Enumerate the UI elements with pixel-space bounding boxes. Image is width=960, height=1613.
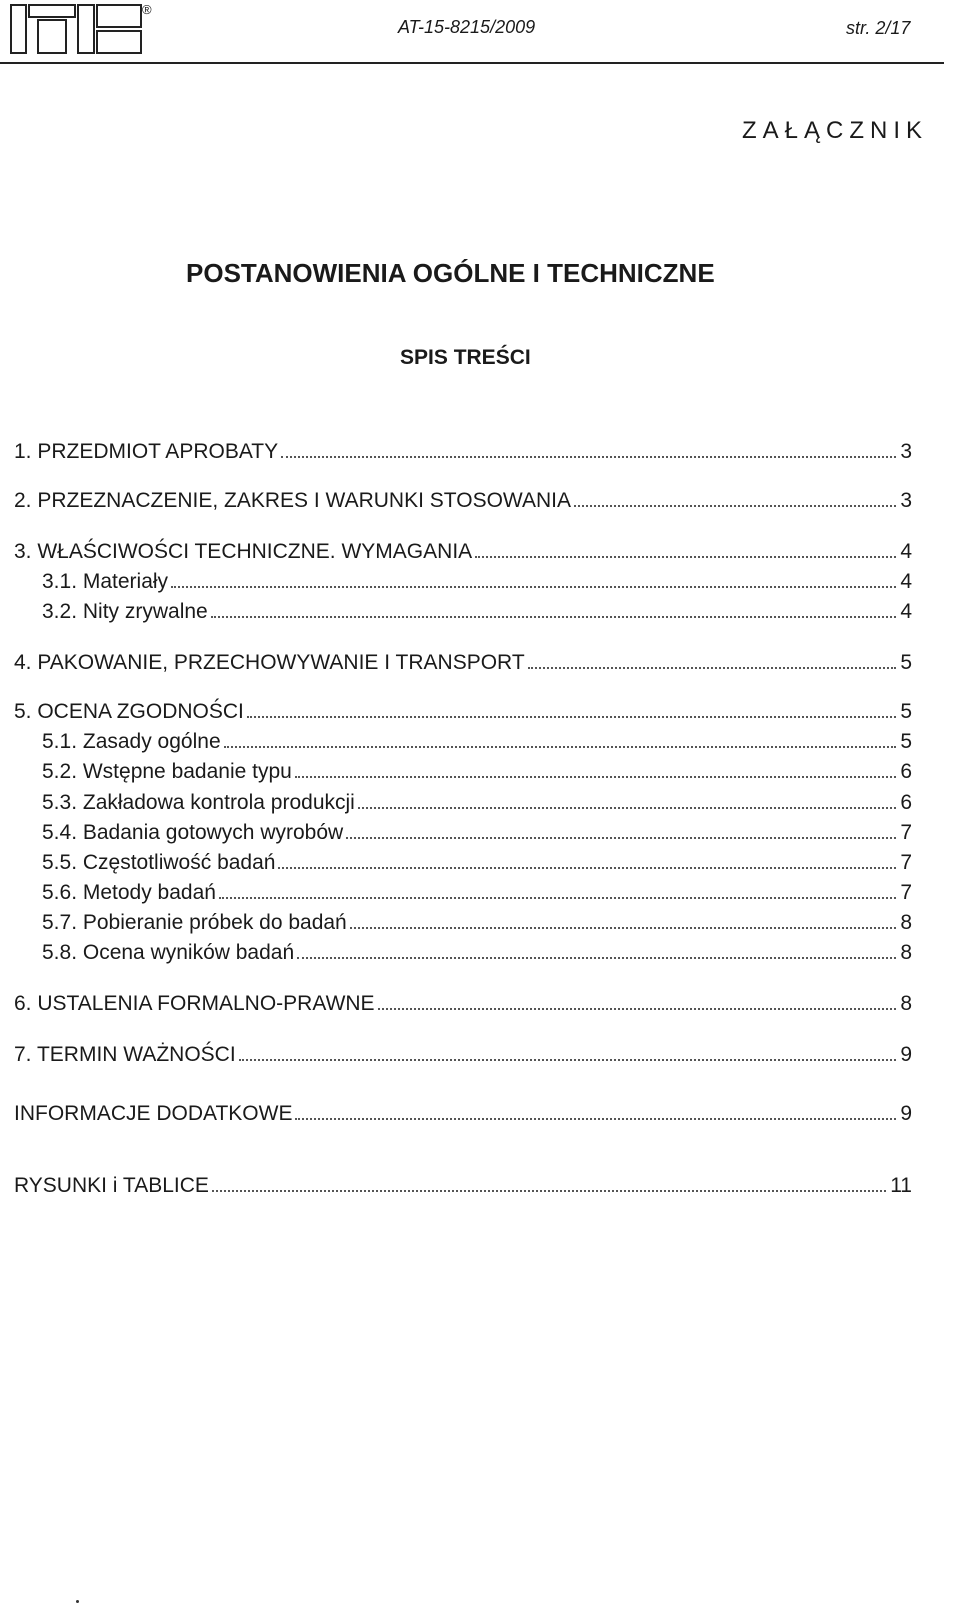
dot-leader bbox=[358, 807, 896, 809]
page-title: POSTANOWIENIA OGÓLNE I TECHNICZNE bbox=[186, 258, 715, 288]
dot-leader bbox=[247, 716, 896, 718]
toc-entry-label: 5. OCENA ZGODNOŚCI bbox=[14, 700, 244, 723]
toc-entry-label: 3.2. Nity zrywalne bbox=[42, 600, 208, 623]
toc-entry-label: 6. USTALENIA FORMALNO-PRAWNE bbox=[14, 992, 375, 1015]
scan-speck bbox=[76, 1600, 79, 1603]
toc-entry bbox=[42, 570, 912, 594]
dot-leader bbox=[475, 556, 896, 558]
dot-leader bbox=[278, 867, 896, 869]
toc-entry-label: 5.1. Zasady ogólne bbox=[42, 730, 221, 753]
toc-entry-page: 5 bbox=[900, 700, 912, 723]
toc-entry bbox=[42, 851, 912, 875]
toc-entry bbox=[14, 440, 912, 464]
toc-entry-label: 7. TERMIN WAŻNOŚCI bbox=[14, 1043, 236, 1066]
toc-entry-page: 3 bbox=[900, 489, 912, 512]
toc-entry-page: 4 bbox=[900, 600, 912, 623]
toc-entry-label: RYSUNKI i TABLICE bbox=[14, 1174, 209, 1197]
toc-entry-label: 5.5. Częstotliwość badań bbox=[42, 851, 276, 874]
dot-leader bbox=[378, 1008, 897, 1010]
toc-entry-page: 7 bbox=[900, 821, 912, 844]
toc-entry-page: 5 bbox=[900, 730, 912, 753]
toc-entry-label: INFORMACJE DODATKOWE bbox=[14, 1102, 293, 1125]
toc-entry bbox=[14, 700, 912, 724]
toc-title: SPIS TREŚCI bbox=[400, 346, 531, 369]
toc-entry bbox=[14, 1043, 912, 1067]
toc-entry-label: 2. PRZEZNACZENIE, ZAKRES I WARUNKI STOSOWANIA bbox=[14, 489, 571, 512]
toc-entry-label: 4. PAKOWANIE, PRZECHOWYWANIE I TRANSPORT bbox=[14, 651, 525, 674]
toc-entry bbox=[42, 881, 912, 905]
dot-leader bbox=[239, 1059, 897, 1061]
toc-entry-page: 9 bbox=[900, 1102, 912, 1125]
dot-leader bbox=[297, 957, 896, 959]
toc-entry-page: 8 bbox=[900, 911, 912, 934]
toc-entry-label: 5.3. Zakładowa kontrola produkcji bbox=[42, 791, 355, 814]
toc-entry-page: 6 bbox=[900, 791, 912, 814]
dot-leader bbox=[171, 586, 896, 588]
toc-entry-page: 4 bbox=[900, 570, 912, 593]
toc-entry-page: 7 bbox=[900, 881, 912, 904]
toc-entry bbox=[14, 1102, 912, 1126]
dot-leader bbox=[295, 1118, 896, 1120]
toc-entry-page: 5 bbox=[900, 651, 912, 674]
toc-entry-label: 5.2. Wstępne badanie typu bbox=[42, 760, 292, 783]
page-number: str. 2/17 bbox=[846, 18, 911, 38]
toc-entry-label: 5.7. Pobieranie próbek do badań bbox=[42, 911, 347, 934]
registered-mark: ® bbox=[142, 2, 152, 17]
toc-entry-page: 7 bbox=[900, 851, 912, 874]
annex-title: ZAŁĄCZNIK bbox=[742, 117, 929, 144]
toc-entry bbox=[42, 600, 912, 624]
dot-leader bbox=[219, 897, 896, 899]
toc-entry bbox=[42, 791, 912, 815]
toc-entry-label: 5.8. Ocena wyników badań bbox=[42, 941, 295, 964]
toc-entry bbox=[14, 651, 912, 675]
document-number: AT-15-8215/2009 bbox=[398, 17, 536, 37]
dot-leader bbox=[350, 927, 897, 929]
toc-entry-label: 3. WŁAŚCIWOŚCI TECHNICZNE. WYMAGANIA bbox=[14, 540, 473, 563]
dot-leader bbox=[281, 456, 896, 458]
toc-entry-page: 4 bbox=[900, 540, 912, 563]
toc-entry bbox=[42, 911, 912, 935]
toc-entry-label: 5.6. Metody badań bbox=[42, 881, 216, 904]
toc-entry bbox=[14, 540, 912, 564]
toc-entry-page: 9 bbox=[900, 1043, 912, 1066]
toc-entry-page: 3 bbox=[900, 440, 912, 463]
dot-leader bbox=[346, 837, 896, 839]
toc-entry bbox=[42, 821, 912, 845]
toc-entry-page: 11 bbox=[890, 1174, 912, 1197]
dot-leader bbox=[224, 746, 897, 748]
toc-entry bbox=[42, 941, 912, 965]
dot-leader bbox=[211, 616, 897, 618]
dot-leader bbox=[574, 505, 896, 507]
toc-entry-page: 6 bbox=[900, 760, 912, 783]
toc-entry bbox=[42, 730, 912, 754]
toc-entry bbox=[14, 1174, 912, 1198]
dot-leader bbox=[528, 667, 897, 669]
toc-entry bbox=[14, 992, 912, 1016]
toc-entry bbox=[42, 760, 912, 784]
dot-leader bbox=[212, 1190, 886, 1192]
toc-entry-label: 3.1. Materiały bbox=[42, 570, 169, 593]
toc-entry-page: 8 bbox=[900, 992, 912, 1015]
toc-entry-label: 1. PRZEDMIOT APROBATY bbox=[14, 440, 279, 463]
toc-entry-page: 8 bbox=[900, 941, 912, 964]
dot-leader bbox=[295, 776, 896, 778]
toc-entry-label: 5.4. Badania gotowych wyrobów bbox=[42, 821, 344, 844]
toc-entry bbox=[14, 489, 912, 513]
